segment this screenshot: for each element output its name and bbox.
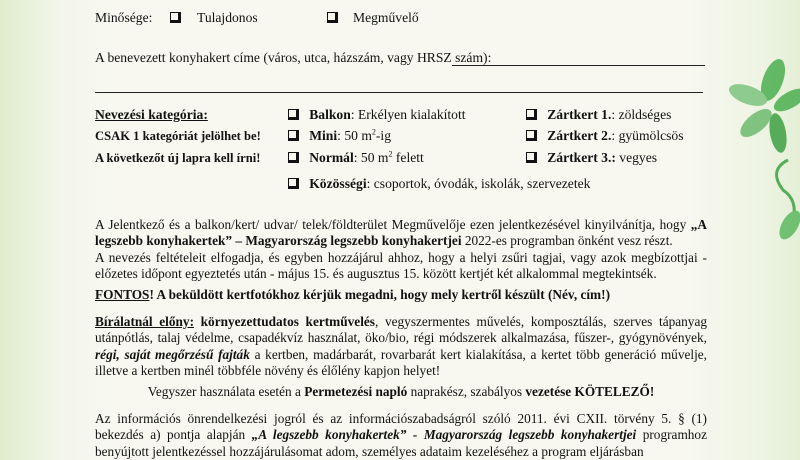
- pesticide-text: naprakész, szabályos: [407, 384, 526, 399]
- kozossegi-checkbox[interactable]: [288, 178, 299, 189]
- advantage-bold-italic: régi, saját megőrzésű fajták: [95, 346, 250, 362]
- address-input-line-2[interactable]: [95, 92, 703, 93]
- pesticide-note: [95, 384, 707, 400]
- zartkert-1-checkbox[interactable]: [526, 109, 537, 120]
- cultivator-label: Megművelő: [353, 10, 419, 25]
- option-desc: : gyümölcsös: [611, 128, 684, 143]
- option-mini[interactable]: [288, 128, 391, 144]
- decorative-leaves-icon: [728, 55, 800, 255]
- category-note-one: CSAK 1 kategóriát jelölhet be!: [95, 129, 261, 143]
- option-tail: -ig: [375, 128, 392, 143]
- option-name: Zártkert 3.:: [547, 150, 616, 165]
- option-desc: : 50 m: [337, 128, 372, 143]
- privacy-text: programhoz benyújtott jelentkezéssel hozzájárulásomat adom, személyes adataim kezeléséhez a program eljárásban: [95, 427, 707, 459]
- option-name: Normál: [309, 150, 354, 165]
- advantage-paragraph: [95, 314, 707, 379]
- option-desc: : 50 m: [353, 150, 389, 165]
- mini-checkbox[interactable]: [288, 130, 299, 141]
- quality-label: Minősége:: [95, 10, 153, 25]
- option-name: Közösségi: [309, 176, 367, 191]
- option-name: Mini: [309, 128, 338, 143]
- option-zartkert-3[interactable]: [526, 150, 657, 166]
- advantage-text: , vegyszermentes művelés, komposztálás, szerves tápanyag utánpótlás, talaj védelme, csapadékvíz használat, öko/bio, régi módszerek alkalmazása, fűszer-, gyógynövények,: [95, 314, 707, 346]
- option-desc: vegyes: [615, 150, 658, 165]
- important-label: FONTOS: [95, 287, 150, 302]
- option-kozossegi[interactable]: [288, 176, 590, 192]
- declaration-text: 2022-es programban önként vesz részt.: [461, 233, 673, 249]
- important-note: [95, 287, 707, 303]
- program-name: „A legszebb konyhakertek” - Magyarország legszebb konyhakertjei: [251, 427, 637, 443]
- option-desc: : csoportok, óvodák, iskolák, szervezetek: [366, 176, 591, 191]
- option-name: Zártkert 1.: [547, 107, 612, 122]
- owner-label: Tulajdonos: [197, 10, 258, 25]
- category-heading: Nevezési kategória:: [95, 107, 208, 122]
- zartkert-2-checkbox[interactable]: [526, 130, 537, 141]
- program-name: „A legszebb konyhakertek” – Magyarország legszebb konyhakertjei: [95, 217, 707, 249]
- option-tail: felett: [392, 150, 424, 165]
- normal-checkbox[interactable]: [288, 152, 299, 163]
- pesticide-mandatory: vezetése KÖTELEZŐ!: [525, 384, 655, 399]
- superscript: 2: [371, 127, 376, 137]
- important-text: ! A beküldött kertfotókhoz kérjük megadni, hogy mely kertről készült (Név, cím!): [149, 287, 610, 302]
- cultivator-checkbox[interactable]: [327, 12, 338, 23]
- quality-row: [95, 10, 152, 26]
- superscript: 2: [388, 149, 393, 159]
- declaration-consent: A nevezés feltételeit elfogadja, és egyben hozzájárul ahhoz, hogy a helyi zsűri tagjai, vagy azok megbízottjai - előzetes időpont egyeztetés után - május 15. és augusztus 15. között kertjét két alkalommal megtekintsék.: [95, 249, 707, 281]
- zartkert-3-checkbox[interactable]: [526, 152, 537, 163]
- option-normal[interactable]: [288, 150, 424, 166]
- pesticide-text: Vegyszer használata esetén a: [147, 384, 305, 399]
- category-note-new-page: A következőt új lapra kell írni!: [95, 151, 261, 165]
- advantage-label: Bírálatnál előny:: [95, 314, 194, 329]
- option-desc: : Erkélyen kialakított: [350, 107, 466, 122]
- option-name: Balkon: [309, 107, 351, 122]
- pesticide-log: Permetezési napló: [304, 384, 408, 399]
- declaration-paragraph: [95, 217, 707, 282]
- privacy-text: Az információs önrendelkezési jogról és az információszabadságról szóló 2011. évi CXII. törvény 5. § (1) bekezdés a) pontja alapján: [95, 411, 707, 443]
- option-zartkert-1[interactable]: [526, 107, 671, 123]
- advantage-bold: környezettudatos kertművelés: [194, 314, 375, 329]
- owner-checkbox[interactable]: [170, 12, 181, 23]
- declaration-text: A Jelentkező és a balkon/kert/ udvar/ telek/földterület Megművelője ezen jelentkezésével kinyilvánítja, hogy: [95, 217, 691, 232]
- advantage-text: a kertben, madárbarát, rovarbarát kert kialakítása, a kertet több generáció művelje, illetve a kertben minél többféle növény és élőlény kapjon helyet!: [95, 346, 707, 378]
- address-label: A benevezett konyhakert címe (város, utca, házszám, vagy HRSZ szám):: [95, 50, 492, 65]
- privacy-paragraph: [95, 411, 707, 460]
- address-input-line-1[interactable]: [452, 65, 705, 66]
- option-balkon[interactable]: [288, 107, 466, 123]
- option-desc: : zöldséges: [611, 107, 672, 122]
- balkon-checkbox[interactable]: [288, 109, 299, 120]
- option-name: Zártkert 2.: [547, 128, 612, 143]
- option-zartkert-2[interactable]: [526, 128, 684, 144]
